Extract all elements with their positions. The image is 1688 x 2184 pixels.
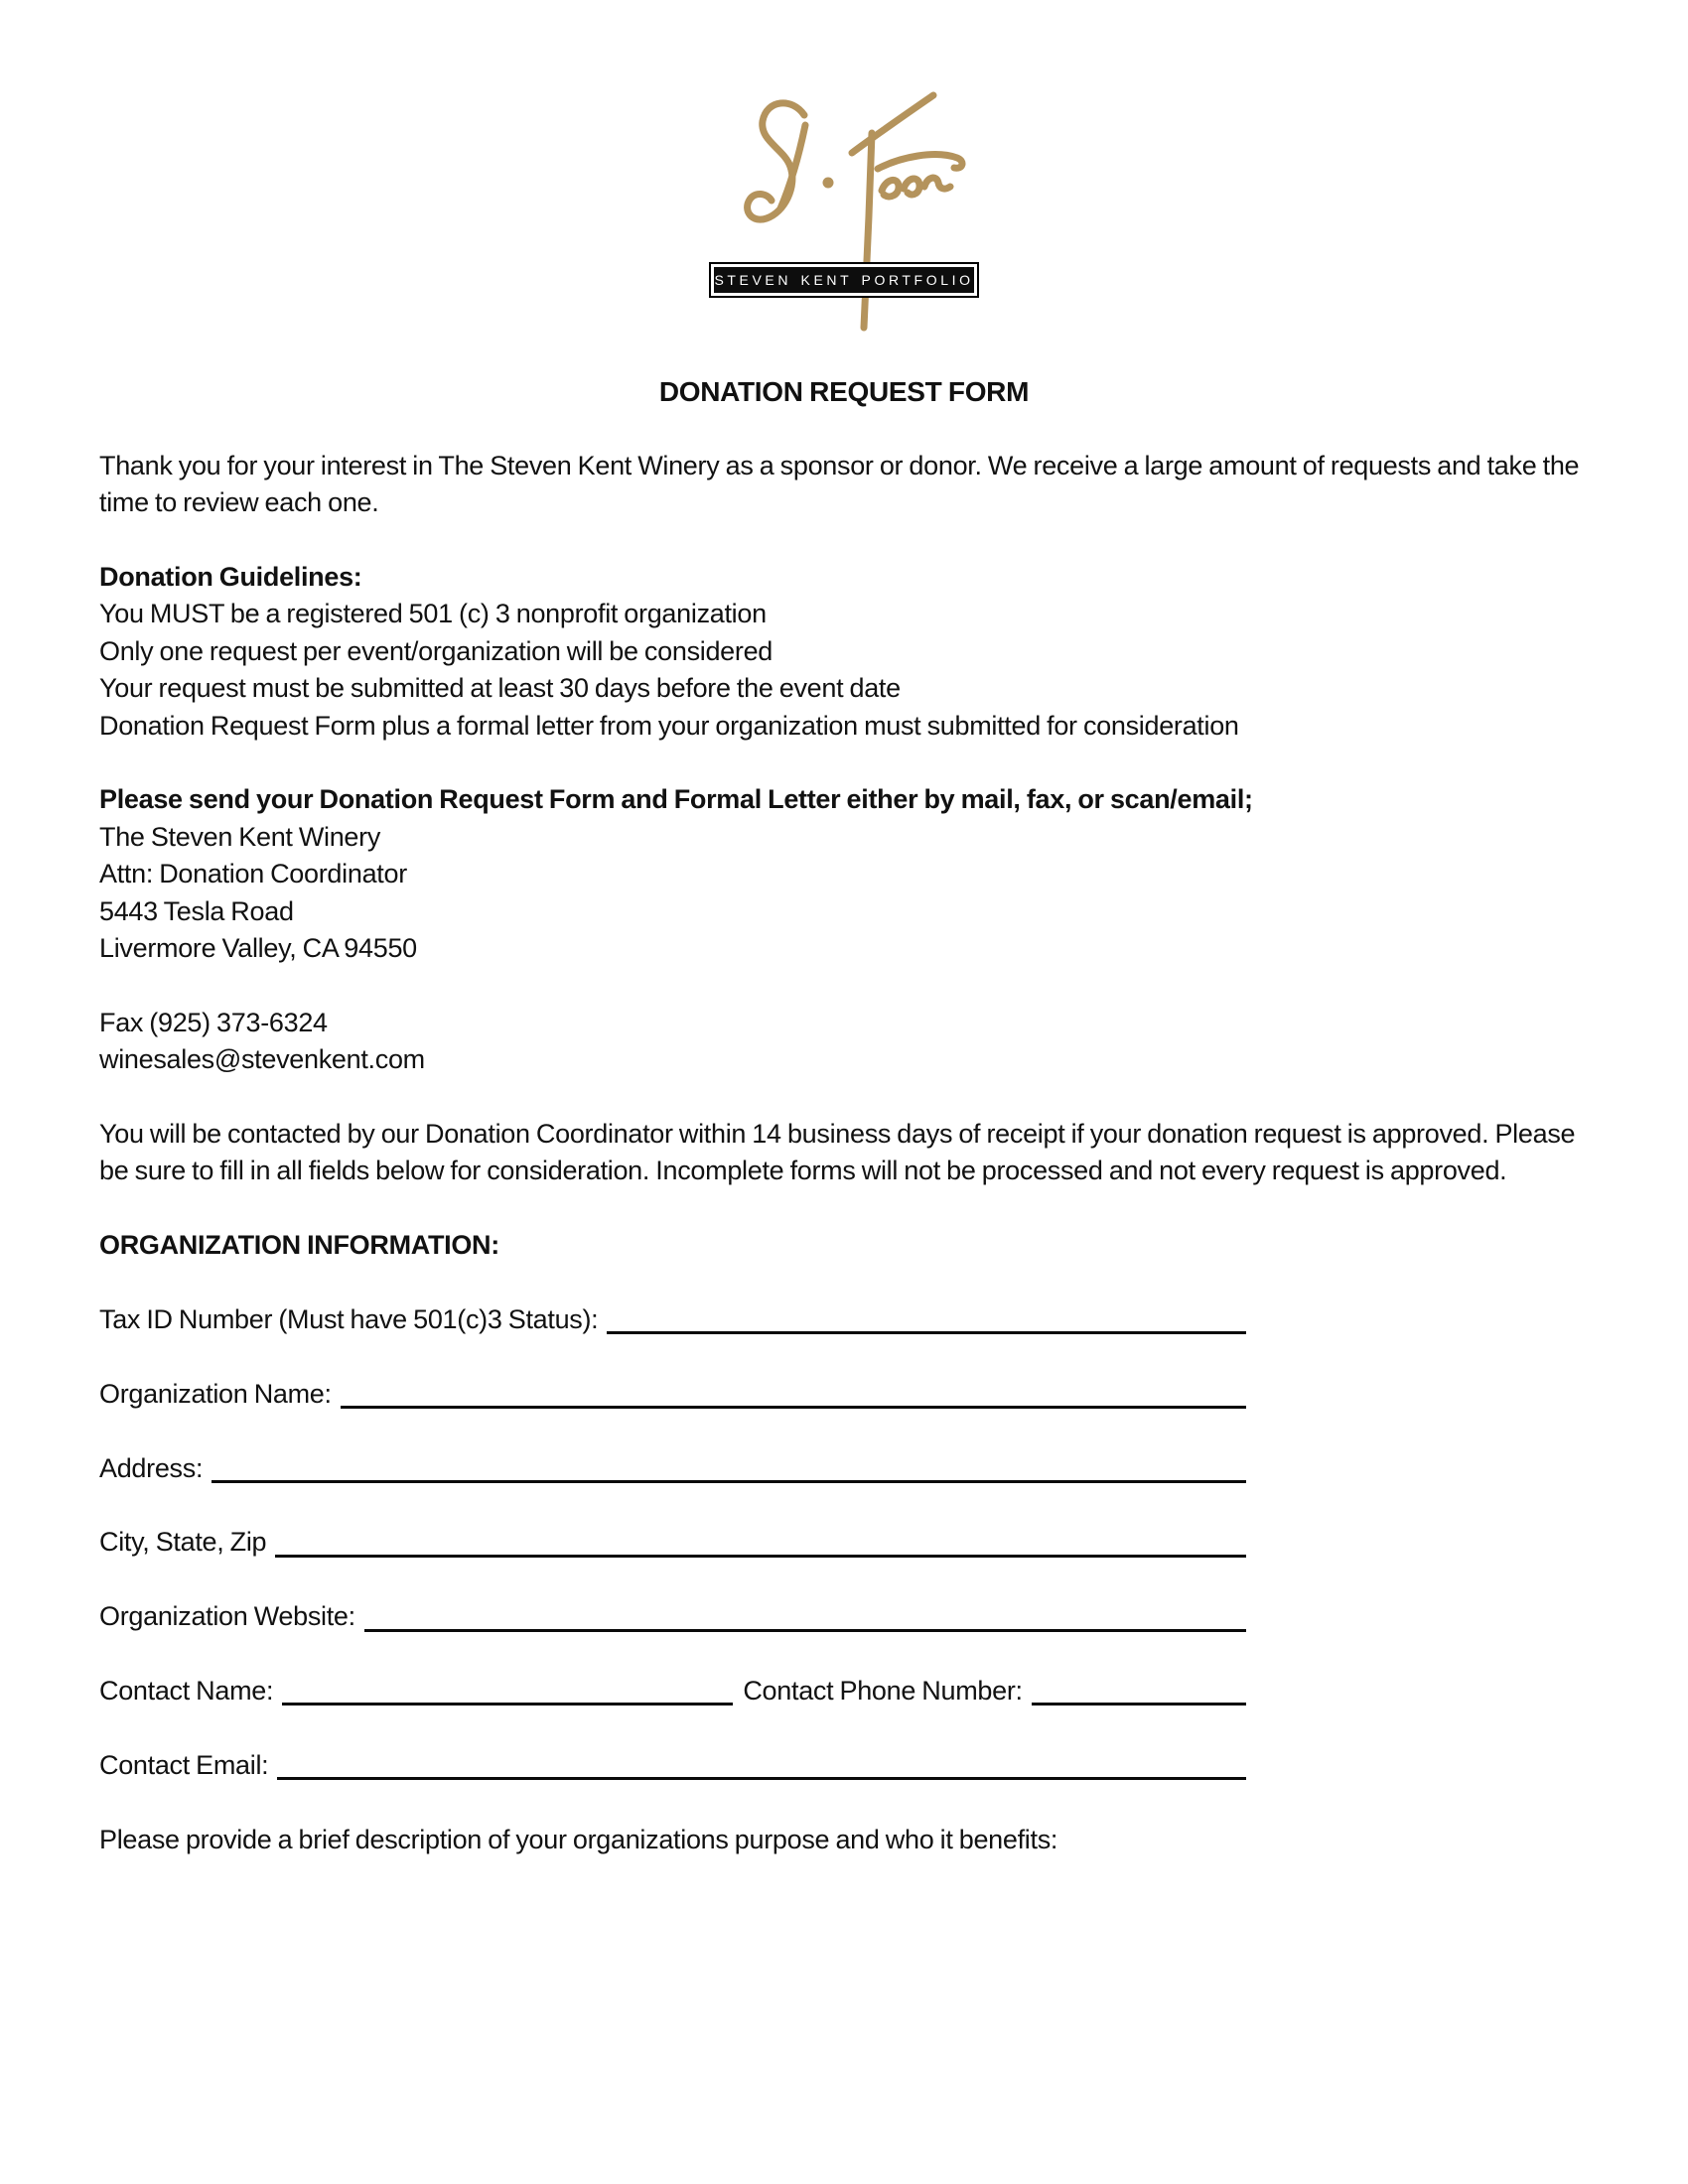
field-organization-name [99, 1376, 1246, 1413]
steven-kent-logo [709, 87, 979, 336]
field-organization-website [99, 1598, 1246, 1635]
contact-phone-blank-line [1032, 1703, 1246, 1706]
send-section [99, 781, 1589, 967]
address-line: 5443 Tesla Road [99, 895, 294, 926]
contact-phone-label: Contact Phone Number: [743, 1676, 1023, 1706]
address-line: Livermore Valley, CA 94550 [99, 933, 417, 964]
organization-name-blank-line [341, 1406, 1246, 1409]
tax-id-blank-line [607, 1331, 1246, 1334]
organization-name-label: Organization Name: [99, 1378, 332, 1409]
address-label: Address: [99, 1452, 204, 1483]
field-tax-id [99, 1301, 1246, 1338]
contact-email-blank-line [277, 1777, 1246, 1780]
organization-info-heading: ORGANIZATION INFORMATION: [99, 1230, 499, 1261]
steven-kent-signature-icon [737, 87, 975, 336]
fax-email-block [99, 1005, 1589, 1079]
city-state-zip-label: City, State, Zip [99, 1527, 267, 1558]
guidelines-heading: Donation Guidelines: [99, 562, 362, 592]
tax-id-label: Tax ID Number (Must have 501(c)3 Status): [99, 1304, 599, 1335]
field-contact-email [99, 1747, 1246, 1784]
contact-name-label: Contact Name: [99, 1676, 274, 1706]
fax-line: Fax (925) 373-6324 [99, 1007, 328, 1037]
organization-website-blank-line [364, 1629, 1246, 1632]
guideline-item: Donation Request Form plus a formal letter from your organization must submitted for consideration [99, 710, 1239, 741]
guidelines-section [99, 559, 1589, 745]
guideline-item: Only one request per event/organization will be considered [99, 635, 774, 666]
form-title: DONATION REQUEST FORM [658, 376, 1030, 407]
intro-paragraph: Thank you for your interest in The Steven Kent Winery as a sponsor or donor. We receive a large amount of requests and take the time to review each one. [99, 450, 1580, 518]
contact-email-label: Contact Email: [99, 1749, 269, 1780]
city-state-zip-blank-line [275, 1555, 1246, 1558]
email-line: winesales@stevenkent.com [99, 1044, 425, 1075]
address-line: Attn: Donation Coordinator [99, 859, 407, 889]
logo-box-text: STEVEN KENT PORTFOLIO [714, 267, 974, 293]
logo-box-frame [709, 262, 979, 298]
document-body [99, 373, 1589, 1858]
address-line: The Steven Kent Winery [99, 821, 381, 852]
field-city-state-zip [99, 1524, 1246, 1561]
address-blank-line [211, 1480, 1246, 1483]
description-prompt: Please provide a brief description of your organizations purpose and who it benefits: [99, 1824, 1058, 1854]
guideline-item: You MUST be a registered 501 (c) 3 nonprofit organization [99, 599, 767, 629]
send-heading: Please send your Donation Request Form and Formal Letter either by mail, fax, or scan/email; [99, 784, 1253, 815]
field-address [99, 1450, 1246, 1487]
organization-website-label: Organization Website: [99, 1601, 355, 1632]
field-contact-name-phone [99, 1673, 1246, 1709]
contact-name-blank-line [282, 1703, 733, 1706]
notice-paragraph: You will be contacted by our Donation Coordinator within 14 business days of receipt if your donation request is approved. Please be sure to fill in all fields below for consideration. Incomplete forms will not be processed and not every request is approved. [99, 1119, 1576, 1186]
guideline-item: Your request must be submitted at least 30 days before the event date [99, 673, 901, 704]
